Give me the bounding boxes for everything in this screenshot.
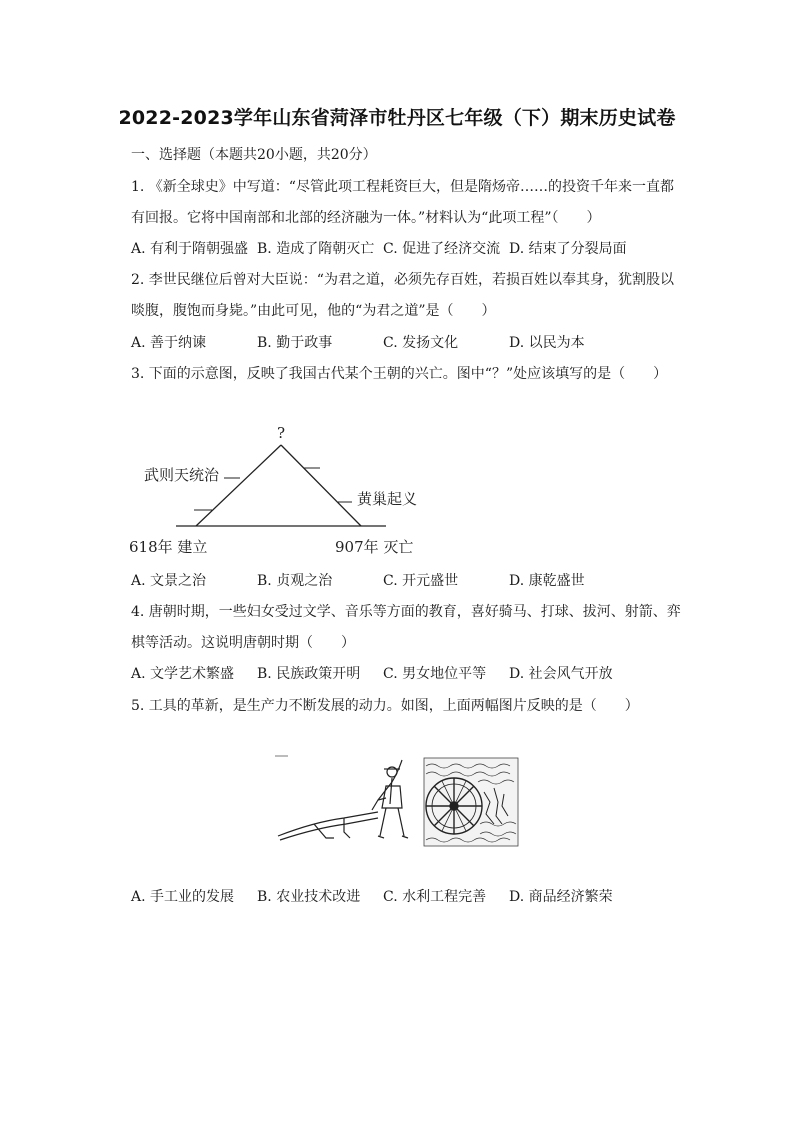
- option-b[interactable]: B. 民族政策开明: [257, 666, 361, 682]
- option-b[interactable]: B. 贞观之治: [257, 573, 333, 589]
- farming-tools-illustration: [274, 752, 522, 852]
- diagram-left-event: 武则天统治: [144, 466, 220, 484]
- exam-title: 2022-2023学年山东省菏泽市牡丹区七年级（下）期末历史试卷: [118, 107, 676, 129]
- option-c[interactable]: C. 开元盛世: [383, 573, 459, 589]
- diagram-peak-label: ?: [276, 424, 286, 442]
- curved-plough-image: [275, 756, 408, 840]
- dynasty-rise-fall-diagram: [126, 418, 436, 560]
- diagram-right-side: [281, 445, 361, 526]
- option-d[interactable]: D. 以民为本: [509, 335, 585, 351]
- section-header: 一、选择题（本题共20小题，共20分）: [131, 147, 377, 163]
- option-d[interactable]: D. 商品经济繁荣: [509, 889, 613, 905]
- question-4-line-1: 4. 唐朝时期，一些妇女受过文学、音乐等方面的教育，喜好骑马、打球、拔河、射箭、弈: [131, 604, 681, 620]
- question-1-line-2: 有回报。它将中国南部和北部的经济融为一体。”材料认为“此项工程”（ ）: [131, 210, 601, 226]
- option-a[interactable]: A. 善于纳谏: [131, 335, 207, 351]
- diagram-start-label: 618年 建立: [129, 538, 208, 556]
- option-d[interactable]: D. 社会风气开放: [509, 666, 613, 682]
- diagram-end-label: 907年 灭亡: [335, 538, 414, 556]
- question-1-line-1: 1. 《新全球史》中写道：“尽管此项工程耗资巨大，但是隋炀帝……的投资千年来一直都: [131, 179, 674, 195]
- option-c[interactable]: C. 促进了经济交流: [383, 241, 501, 257]
- diagram-right-event: 黄巢起义: [357, 490, 418, 508]
- diagram-left-side: [196, 445, 281, 526]
- option-c[interactable]: C. 男女地位平等: [383, 666, 487, 682]
- option-a[interactable]: A. 有利于隋朝强盛: [131, 241, 249, 257]
- option-b[interactable]: B. 造成了隋朝灭亡: [257, 241, 375, 257]
- option-d[interactable]: D. 结束了分裂局面: [509, 241, 627, 257]
- option-c[interactable]: C. 水利工程完善: [383, 889, 487, 905]
- option-b[interactable]: B. 农业技术改进: [257, 889, 361, 905]
- question-2-line-1: 2. 李世民继位后曾对大臣说：“为君之道，必须先存百姓，若损百姓以奉其身，犹割股以: [131, 272, 674, 288]
- option-d[interactable]: D. 康乾盛世: [509, 573, 585, 589]
- option-a[interactable]: A. 文景之治: [131, 573, 207, 589]
- option-a[interactable]: A. 手工业的发展: [131, 889, 235, 905]
- question-2-line-2: 啖腹，腹饱而身毙。”由此可见，他的“为君之道”是（ ）: [131, 303, 496, 319]
- option-b[interactable]: B. 勤于政事: [257, 335, 333, 351]
- waterwheel-image: [424, 758, 518, 846]
- option-c[interactable]: C. 发扬文化: [383, 335, 459, 351]
- question-4-line-2: 棋等活动。这说明唐朝时期（ ）: [131, 635, 355, 651]
- option-a[interactable]: A. 文学艺术繁盛: [131, 666, 235, 682]
- question-3-line-1: 3. 下面的示意图，反映了我国古代某个王朝的兴亡。图中“？”处应该填写的是（ ）: [131, 366, 668, 382]
- question-5-line-1: 5. 工具的革新，是生产力不断发展的动力。如图，上面两幅图片反映的是（ ）: [131, 698, 639, 714]
